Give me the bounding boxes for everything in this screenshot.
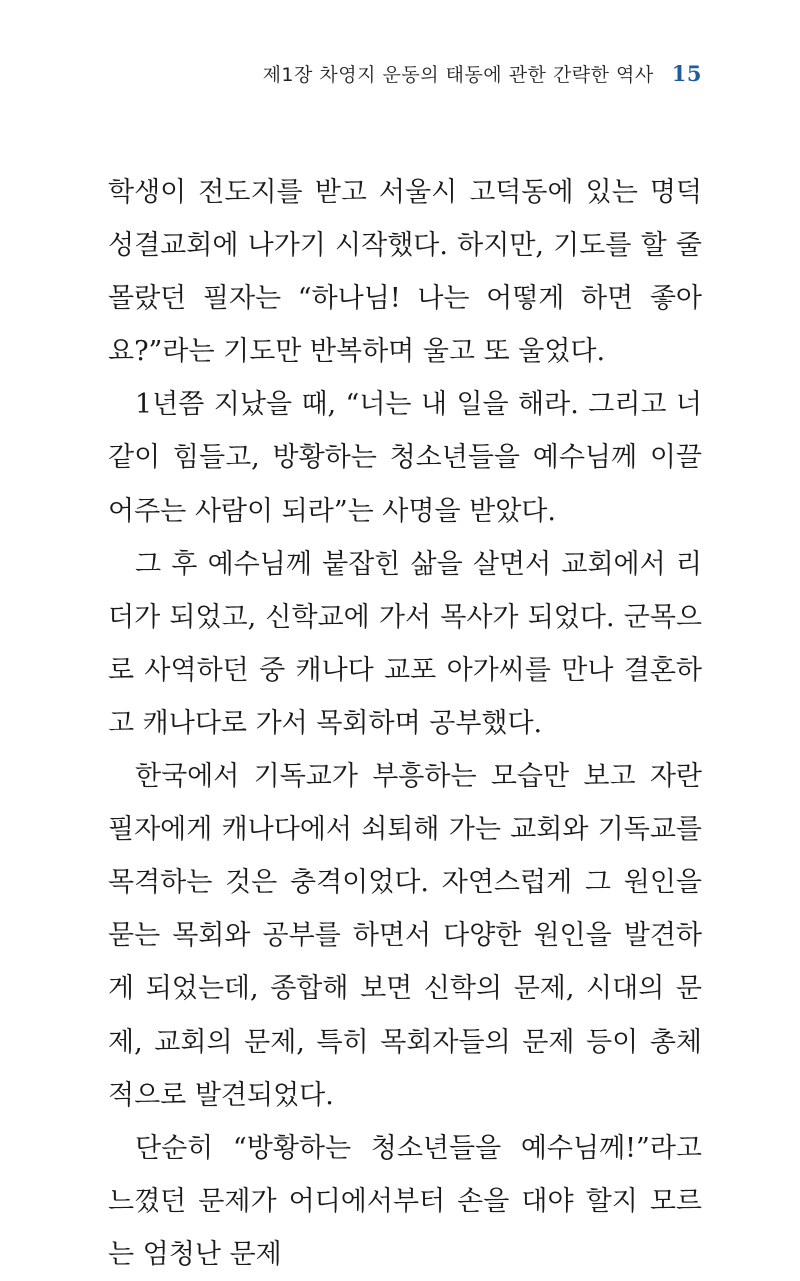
page-number: 15: [671, 61, 702, 86]
paragraph: 단순히 “방황하는 청소년들을 예수님께!”라고 느꼈던 문제가 어디에서부터 손을 대야 할지 모르는 엄청난 문제: [108, 1132, 702, 1270]
paragraph: 1년쯤 지났을 때, “너는 내 일을 해라. 그리고 너 같이 힘들고, 방황하는 청소년들을 예수님께 이끌어주는 사람이 되라”는 사명을 받았다.: [108, 389, 702, 527]
chapter-title: 제1장 차영지 운동의 태동에 관한 간략한 역사: [262, 64, 654, 86]
paragraph: 학생이 전도지를 받고 서울시 고덕동에 있는 명덕성결교회에 나가기 시작했다. 하지만, 기도를 할 줄 몰랐던 필자는 “하나님! 나는 어떻게 하면 좋아요?”라는 기도만 반복하며 울고 또 울었다.: [108, 177, 702, 368]
paragraph: 그 후 예수님께 붙잡힌 삶을 살면서 교회에서 리더가 되었고, 신학교에 가서 목사가 되었다. 군목으로 사역하던 중 캐나다 교포 아가씨를 만나 결혼하고 캐나다로 가서 목회하며 공부했다.: [108, 548, 702, 739]
running-header: [263, 60, 702, 87]
paragraph: 한국에서 기독교가 부흥하는 모습만 보고 자란 필자에게 캐나다에서 쇠퇴해 가는 교회와 기독교를 목격하는 것은 충격이었다. 자연스럽게 그 원인을 묻는 목회와 공부를 하면서 다양한 원인을 발견하게 되었는데, 종합해 보면 신학의 문제, 시대의 문제, 교회의 문제, 특히 목회자들의 문제 등이 총체적으로 발견되었다.: [108, 761, 702, 1111]
body-text: [108, 166, 702, 1281]
